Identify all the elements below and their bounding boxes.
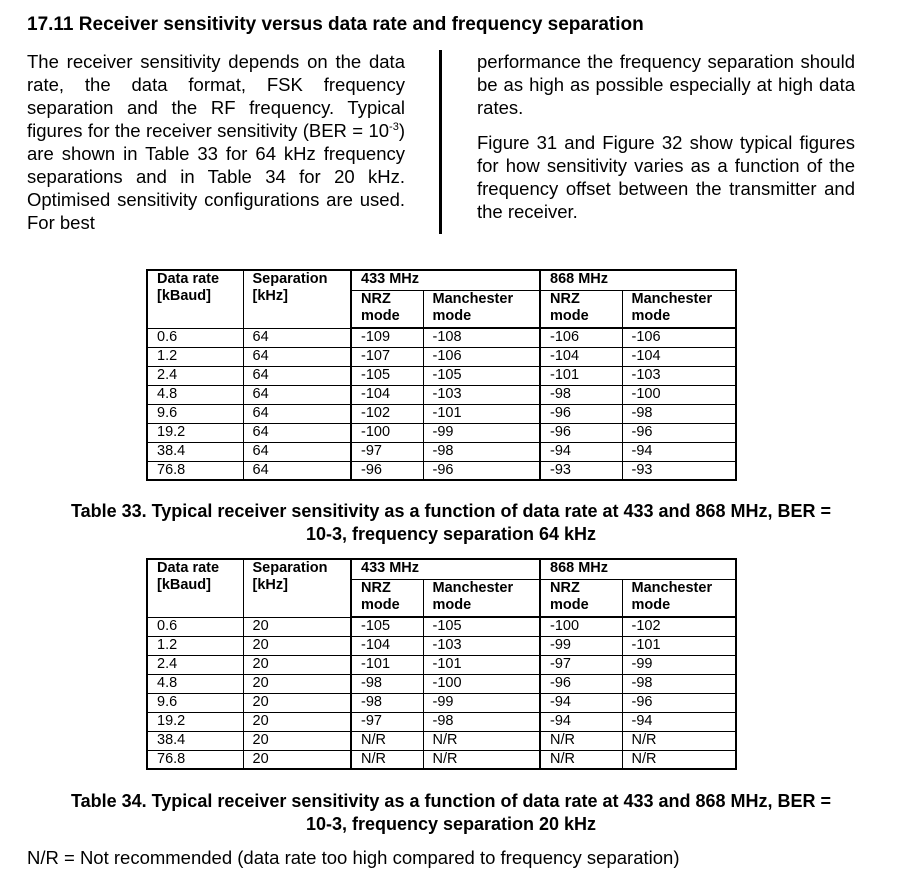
table-row — [147, 442, 736, 461]
header-868-manchester: Manchester mode — [622, 290, 736, 328]
table-row — [147, 693, 736, 712]
cell-868-manchester: -94 — [622, 712, 736, 731]
header-433-mhz: 433 MHz — [351, 270, 540, 290]
intro-right-column — [477, 50, 855, 223]
cell-868-nrz: -93 — [540, 461, 622, 480]
cell-868-nrz: -97 — [540, 655, 622, 674]
header-data-rate: Data rate [kBaud] — [147, 270, 243, 328]
cell-separation: 64 — [243, 385, 351, 404]
cell-433-nrz: N/R — [351, 731, 423, 750]
table-row — [147, 712, 736, 731]
table-row — [147, 636, 736, 655]
cell-433-nrz: -96 — [351, 461, 423, 480]
cell-data-rate: 19.2 — [147, 423, 243, 442]
cell-868-nrz: -96 — [540, 674, 622, 693]
cell-separation: 20 — [243, 655, 351, 674]
cell-separation: 64 — [243, 461, 351, 480]
cell-data-rate: 38.4 — [147, 731, 243, 750]
table-row — [147, 617, 736, 636]
table-row — [147, 731, 736, 750]
cell-433-manchester: -106 — [423, 347, 540, 366]
header-separation: Separation [kHz] — [243, 270, 351, 328]
table-34-caption-line-1: Table 34. Typical receiver sensitivity as a function of data rate at 433 and 868 MHz, BER = — [70, 791, 832, 811]
header-433-nrz: NRZ mode — [351, 579, 423, 617]
table-row — [147, 461, 736, 480]
table-row — [147, 423, 736, 442]
cell-868-manchester: -104 — [622, 347, 736, 366]
cell-data-rate: 4.8 — [147, 385, 243, 404]
cell-433-manchester: -99 — [423, 423, 540, 442]
header-433-mhz: 433 MHz — [351, 559, 540, 579]
header-433-manchester: Manchester mode — [423, 579, 540, 617]
cell-868-nrz: -101 — [540, 366, 622, 385]
cell-868-manchester: -100 — [622, 385, 736, 404]
cell-868-manchester: -101 — [622, 636, 736, 655]
header-data-rate: Data rate [kBaud] — [147, 559, 243, 617]
cell-data-rate: 0.6 — [147, 328, 243, 347]
table-row — [147, 328, 736, 347]
cell-separation: 20 — [243, 674, 351, 693]
header-868-nrz: NRZ mode — [540, 579, 622, 617]
cell-data-rate: 0.6 — [147, 617, 243, 636]
cell-868-nrz: N/R — [540, 750, 622, 769]
cell-868-manchester: -106 — [622, 328, 736, 347]
cell-433-nrz: -97 — [351, 442, 423, 461]
intro-left-column — [27, 50, 405, 234]
header-868-mhz: 868 MHz — [540, 559, 736, 579]
cell-433-manchester: -98 — [423, 442, 540, 461]
cell-868-manchester: -98 — [622, 404, 736, 423]
cell-868-manchester: -96 — [622, 693, 736, 712]
table-33-caption-line-2: 10-3, frequency separation 64 kHz — [305, 524, 597, 544]
cell-868-manchester: -98 — [622, 674, 736, 693]
cell-data-rate: 76.8 — [147, 461, 243, 480]
cell-data-rate: 9.6 — [147, 404, 243, 423]
cell-868-nrz: -96 — [540, 423, 622, 442]
cell-433-manchester: -98 — [423, 712, 540, 731]
intro-right-paragraph-1: performance the frequency separation should be as high as possible especially at high data rates. — [477, 51, 855, 118]
cell-separation: 20 — [243, 617, 351, 636]
cell-868-manchester: N/R — [622, 731, 736, 750]
cell-868-manchester: -93 — [622, 461, 736, 480]
cell-868-nrz: -106 — [540, 328, 622, 347]
header-868-manchester: Manchester mode — [622, 579, 736, 617]
cell-433-manchester: -105 — [423, 617, 540, 636]
cell-separation: 20 — [243, 693, 351, 712]
cell-868-nrz: -94 — [540, 442, 622, 461]
table-33-caption-line-1: Table 33. Typical receiver sensitivity as a function of data rate at 433 and 868 MHz, BER = — [70, 501, 832, 521]
cell-separation: 20 — [243, 731, 351, 750]
cell-433-manchester: -103 — [423, 385, 540, 404]
table-row — [147, 655, 736, 674]
cell-separation: 20 — [243, 750, 351, 769]
cell-separation: 64 — [243, 442, 351, 461]
cell-868-manchester: -99 — [622, 655, 736, 674]
intro-left-text-b: ) are shown in Table 33 for 64 kHz frequency separations and in Table 34 for 20 kHz. Optimised sensitivity configurations are used. For best — [27, 120, 405, 233]
sensitivity-table-34 — [146, 558, 737, 770]
cell-data-rate: 1.2 — [147, 636, 243, 655]
cell-433-manchester: -101 — [423, 655, 540, 674]
cell-separation: 64 — [243, 347, 351, 366]
cell-868-manchester: -102 — [622, 617, 736, 636]
cell-868-nrz: N/R — [540, 731, 622, 750]
cell-433-nrz: -109 — [351, 328, 423, 347]
cell-433-nrz: -102 — [351, 404, 423, 423]
cell-433-nrz: -101 — [351, 655, 423, 674]
header-868-nrz: NRZ mode — [540, 290, 622, 328]
cell-separation: 64 — [243, 328, 351, 347]
header-separation: Separation [kHz] — [243, 559, 351, 617]
header-433-manchester: Manchester mode — [423, 290, 540, 328]
cell-433-manchester: -99 — [423, 693, 540, 712]
cell-433-nrz: -105 — [351, 617, 423, 636]
table-34-caption — [0, 790, 902, 836]
cell-433-manchester: -96 — [423, 461, 540, 480]
table-row — [147, 366, 736, 385]
cell-data-rate: 1.2 — [147, 347, 243, 366]
cell-433-nrz: -104 — [351, 385, 423, 404]
cell-data-rate: 9.6 — [147, 693, 243, 712]
cell-separation: 20 — [243, 636, 351, 655]
cell-433-manchester: -103 — [423, 636, 540, 655]
cell-433-manchester: N/R — [423, 750, 540, 769]
cell-433-manchester: -100 — [423, 674, 540, 693]
table-row — [147, 674, 736, 693]
table-row — [147, 385, 736, 404]
cell-433-manchester: N/R — [423, 731, 540, 750]
column-divider — [439, 50, 442, 234]
table-34-caption-line-2: 10-3, frequency separation 20 kHz — [305, 814, 597, 834]
cell-868-nrz: -98 — [540, 385, 622, 404]
table-row — [147, 404, 736, 423]
cell-868-manchester: -96 — [622, 423, 736, 442]
intro-left-paragraph — [27, 50, 405, 234]
cell-433-nrz: -104 — [351, 636, 423, 655]
cell-data-rate: 19.2 — [147, 712, 243, 731]
cell-433-nrz: N/R — [351, 750, 423, 769]
cell-868-nrz: -104 — [540, 347, 622, 366]
cell-868-manchester: -94 — [622, 442, 736, 461]
cell-433-manchester: -108 — [423, 328, 540, 347]
ber-exponent: -3 — [389, 121, 399, 133]
cell-868-nrz: -99 — [540, 636, 622, 655]
cell-data-rate: 2.4 — [147, 655, 243, 674]
cell-433-manchester: -101 — [423, 404, 540, 423]
cell-868-nrz: -100 — [540, 617, 622, 636]
cell-433-nrz: -98 — [351, 693, 423, 712]
cell-data-rate: 76.8 — [147, 750, 243, 769]
cell-data-rate: 2.4 — [147, 366, 243, 385]
cell-433-nrz: -97 — [351, 712, 423, 731]
intro-right-paragraph-2: Figure 31 and Figure 32 show typical figures for how sensitivity varies as a function of the frequency offset between the transmitter and the receiver. — [477, 132, 855, 222]
cell-separation: 64 — [243, 404, 351, 423]
sensitivity-table-33 — [146, 269, 737, 481]
cell-868-manchester: N/R — [622, 750, 736, 769]
section-heading: 17.11 Receiver sensitivity versus data rate and frequency separation — [27, 14, 644, 35]
intro-left-text-a: The receiver sensitivity depends on the data rate, the data format, FSK frequency separation and the RF frequency. Typical figures for the receiver sensitivity (BER = 10 — [27, 51, 405, 141]
header-868-mhz: 868 MHz — [540, 270, 736, 290]
cell-868-manchester: -103 — [622, 366, 736, 385]
cell-868-nrz: -94 — [540, 712, 622, 731]
cell-separation: 64 — [243, 366, 351, 385]
cell-868-nrz: -94 — [540, 693, 622, 712]
cell-433-nrz: -105 — [351, 366, 423, 385]
cell-433-nrz: -98 — [351, 674, 423, 693]
header-433-nrz: NRZ mode — [351, 290, 423, 328]
cell-433-nrz: -100 — [351, 423, 423, 442]
footnote: N/R = Not recommended (data rate too high compared to frequency separation) — [27, 847, 680, 868]
cell-433-manchester: -105 — [423, 366, 540, 385]
cell-868-nrz: -96 — [540, 404, 622, 423]
cell-separation: 64 — [243, 423, 351, 442]
cell-separation: 20 — [243, 712, 351, 731]
cell-data-rate: 4.8 — [147, 674, 243, 693]
table-row — [147, 750, 736, 769]
cell-433-nrz: -107 — [351, 347, 423, 366]
cell-data-rate: 38.4 — [147, 442, 243, 461]
table-row — [147, 347, 736, 366]
table-33-caption — [0, 500, 902, 546]
